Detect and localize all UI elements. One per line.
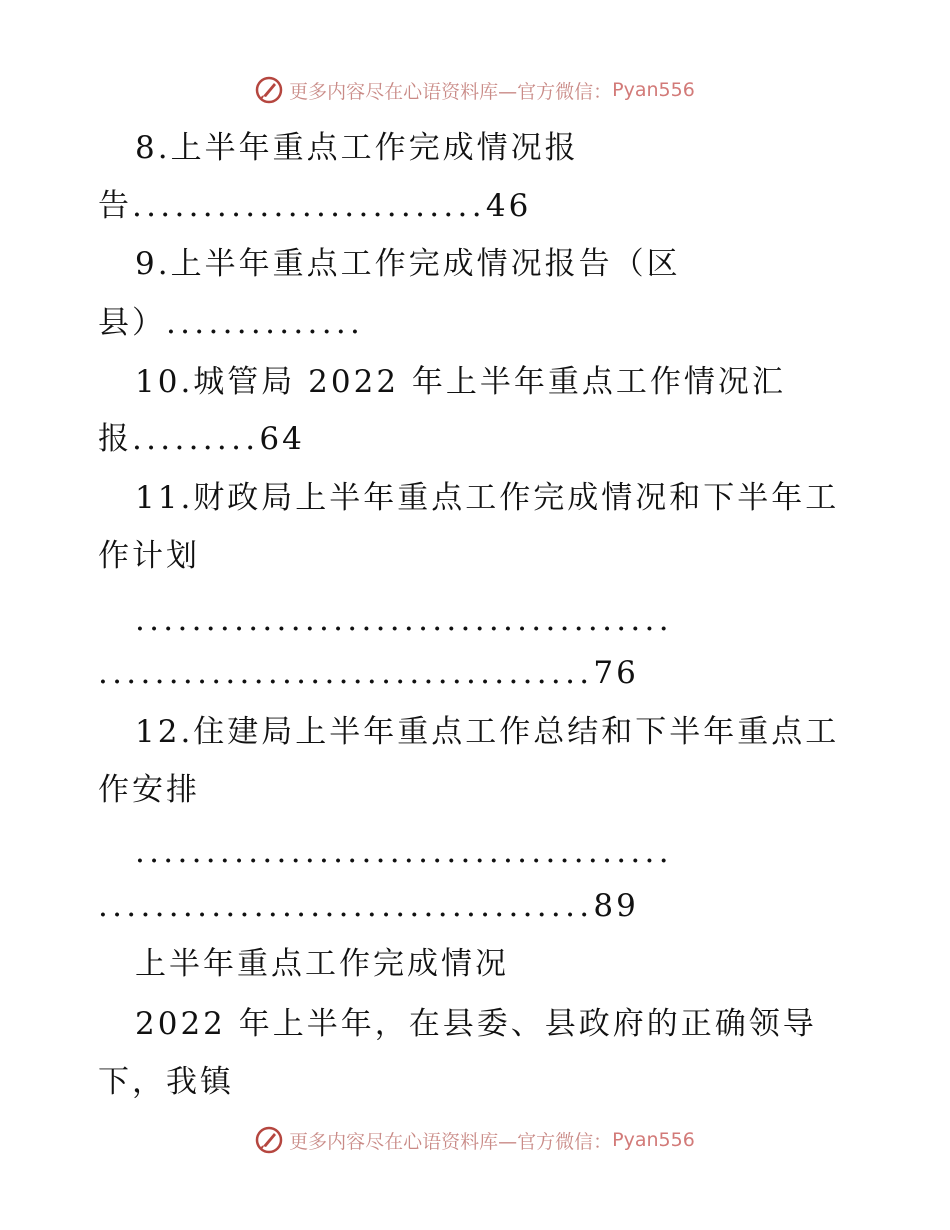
toc-entry-9-title: 9.上半年重点工作完成情况报告（区 xyxy=(135,246,681,282)
body-paragraph-line2: 下，我镇 xyxy=(98,1064,234,1100)
toc-entry-11-title: 11.财政局上半年重点工作完成情况和下半年工 xyxy=(135,480,840,516)
toc-entry-10-title: 10.城管局 2022 年上半年重点工作情况汇 xyxy=(135,364,786,400)
watermark-text: 更多内容尽在心语资料库—官方微信： xyxy=(289,1130,613,1153)
quill-logo-icon xyxy=(255,76,283,104)
toc-entry-9-leader-line xyxy=(98,303,364,343)
toc-entry-11-leader-line2 xyxy=(98,653,639,693)
watermark-id: Pyan556 xyxy=(612,1129,695,1151)
toc-entry-12-title-cont: 作安排 xyxy=(98,772,200,808)
quill-logo-icon xyxy=(255,1126,283,1154)
toc-entry-8-title: 8.上半年重点工作完成情况报 xyxy=(135,130,579,166)
watermark-footer xyxy=(0,1120,950,1160)
toc-entry-12-page: 89 xyxy=(593,888,639,924)
watermark-id: Pyan556 xyxy=(612,79,695,101)
toc-entry-9-leader: .............. xyxy=(166,305,365,341)
watermark-text: 更多内容尽在心语资料库—官方微信： xyxy=(289,80,613,103)
toc-entry-8-leader: ......................... xyxy=(132,188,486,224)
toc-entry-11-leader-line1: ...................................... xyxy=(135,602,673,638)
toc-entry-8-page: 46 xyxy=(485,188,532,224)
toc-entry-8-title-cont: 告 xyxy=(98,188,132,224)
toc-entry-11-page: 76 xyxy=(593,655,639,691)
toc-entry-10-page: 64 xyxy=(259,421,305,457)
toc-entry-9-title-cont: 县） xyxy=(98,305,166,341)
toc-entry-8-leader-line xyxy=(98,186,531,226)
toc-entry-10-leader: ......... xyxy=(132,421,260,457)
body-paragraph-line1: 2022 年上半年，在县委、县政府的正确领导 xyxy=(135,1006,817,1042)
toc-entry-11-title-cont: 作计划 xyxy=(98,538,200,574)
toc-entry-10-title-cont: 报 xyxy=(98,421,132,457)
toc-entry-12-leader-line1: ...................................... xyxy=(135,834,673,870)
toc-entry-10-leader-line xyxy=(98,419,305,459)
toc-entry-12-leader-line2 xyxy=(98,886,639,926)
section-heading: 上半年重点工作完成情况 xyxy=(135,946,509,982)
toc-entry-11-leader2: ................................... xyxy=(98,655,594,691)
toc-entry-12-title: 12.住建局上半年重点工作总结和下半年重点工 xyxy=(135,714,840,750)
toc-entry-12-leader2: ................................... xyxy=(98,888,594,924)
watermark-header xyxy=(0,70,950,110)
